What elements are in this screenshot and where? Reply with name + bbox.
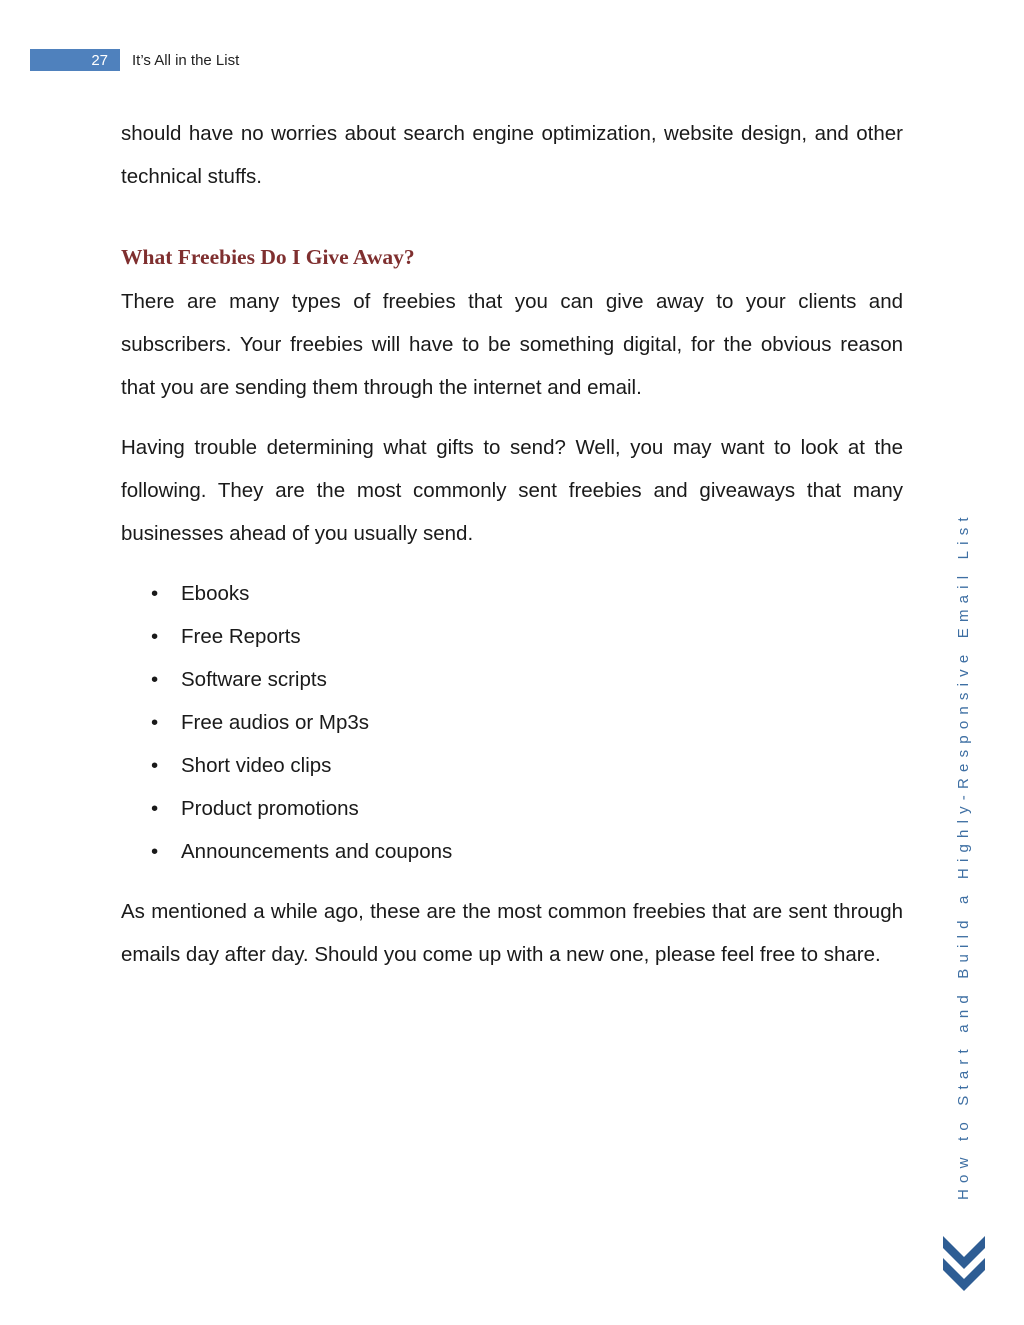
- book-title-vertical: How to Start and Build a Highly-Responsive Email List: [955, 511, 972, 1200]
- list-item-label: Ebooks: [181, 582, 250, 605]
- paragraph-types-of-freebies: There are many types of freebies that you can give away to your clients and subscribers. Your freebies will have to be something digital, for the obvious reason that you are sending them through the internet and email.: [121, 290, 903, 399]
- page-header: [30, 49, 239, 71]
- section-heading: What Freebies Do I Give Away?: [121, 245, 415, 269]
- bullet-icon: •: [151, 582, 159, 605]
- paragraph-closing: As mentioned a while ago, these are the most common freebies that are sent through emails day after day. Should you come up with a new one, please feel free to share.: [121, 900, 903, 966]
- list-item: [121, 701, 903, 744]
- running-title: It’s All in the List: [132, 51, 240, 69]
- bullet-icon: •: [151, 840, 159, 863]
- bullet-icon: •: [151, 668, 159, 691]
- page-number: 27: [30, 49, 120, 71]
- list-item-label: Product promotions: [181, 797, 359, 820]
- list-item-label: Announcements and coupons: [181, 840, 453, 863]
- freebies-list: [121, 572, 903, 873]
- paragraph-trouble-determining: Having trouble determining what gifts to send? Well, you may want to look at the following. They are the most commonly sent freebies and giveaways that many businesses ahead of you usually send.: [121, 436, 903, 545]
- list-item-label: Short video clips: [181, 754, 332, 777]
- list-item-label: Free Reports: [181, 625, 301, 648]
- bullet-icon: •: [151, 754, 159, 777]
- list-item-label: Free audios or Mp3s: [181, 711, 370, 734]
- bullet-icon: •: [151, 711, 159, 734]
- intro-paragraph: should have no worries about search engine optimization, website design, and other technical stuffs.: [121, 122, 903, 188]
- bullet-icon: •: [151, 625, 159, 648]
- list-item: [121, 572, 903, 615]
- list-item: [121, 744, 903, 787]
- double-chevron-down-icon: [940, 1233, 988, 1295]
- list-item: [121, 787, 903, 830]
- page-content: [121, 112, 903, 976]
- list-item: [121, 615, 903, 658]
- bullet-icon: •: [151, 797, 159, 820]
- list-item: [121, 658, 903, 701]
- list-item-label: Software scripts: [181, 668, 327, 691]
- list-item: [121, 830, 903, 873]
